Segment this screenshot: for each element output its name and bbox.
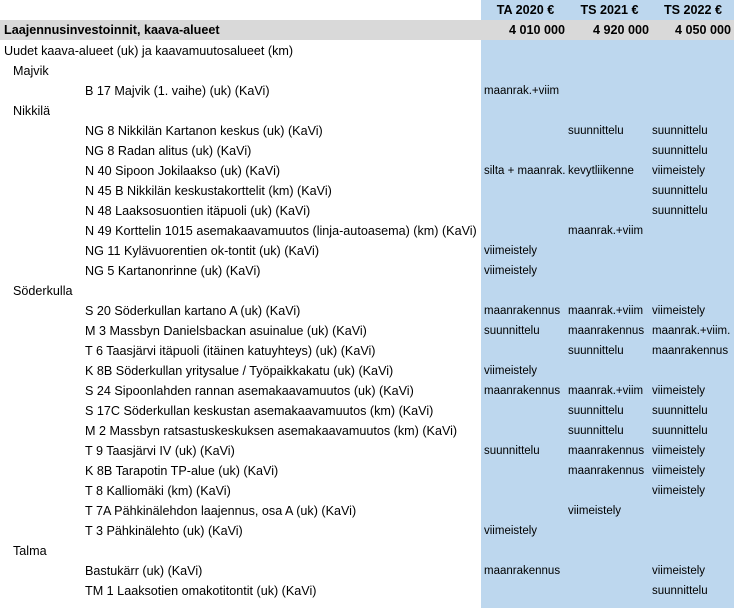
- row-value-2020[interactable]: [484, 141, 567, 161]
- row-value-2021[interactable]: maanrak.+viim: [568, 225, 644, 237]
- group-label-nikkila[interactable]: Nikkilä: [13, 104, 51, 118]
- table-row: [0, 321, 734, 341]
- row-value-2020[interactable]: [484, 501, 567, 521]
- group-label-majvik[interactable]: Majvik: [13, 64, 49, 78]
- row-value-2021[interactable]: [568, 521, 651, 541]
- row-label[interactable]: N 40 Sipoon Jokilaakso (uk) (KaVi): [85, 164, 281, 178]
- row-value-2020[interactable]: [484, 421, 567, 441]
- table-row: [0, 201, 734, 221]
- total-2020[interactable]: 4 010 000: [508, 23, 565, 37]
- row-value-2021[interactable]: suunnittelu: [568, 425, 624, 437]
- row-label[interactable]: T 6 Taasjärvi itäpuoli (itäinen katuyhteys) (uk) (KaVi): [85, 344, 376, 358]
- row-value-2020[interactable]: [484, 581, 567, 601]
- table-row: [0, 341, 734, 361]
- table-row: [0, 461, 734, 481]
- row-value-2020[interactable]: maanrakennus: [484, 385, 561, 397]
- row-value-2022[interactable]: maanrakennus: [652, 345, 729, 357]
- row-label[interactable]: NG 11 Kylävuorentien ok-tontit (uk) (KaVi): [85, 244, 320, 258]
- title-label[interactable]: Laajennusinvestoinnit, kaava-alueet: [4, 23, 220, 37]
- row-label[interactable]: K 8B Tarapotin TP-alue (uk) (KaVi): [85, 464, 279, 478]
- row-value-2021[interactable]: maanrakennus: [568, 465, 645, 477]
- row-value-2021[interactable]: [568, 81, 651, 101]
- row-label[interactable]: S 20 Söderkullan kartano A (uk) (KaVi): [85, 304, 301, 318]
- table-row: [0, 521, 734, 541]
- row-value-2022[interactable]: suunnittelu: [652, 205, 708, 217]
- row-value-2020[interactable]: viimeistely: [484, 525, 538, 537]
- row-value-2021[interactable]: suunnittelu: [568, 405, 624, 417]
- row-value-2022[interactable]: [652, 221, 734, 241]
- row-label[interactable]: TM 1 Laaksotien omakotitontit (uk) (KaVi): [85, 584, 317, 598]
- row-value-2022[interactable]: suunnittelu: [652, 425, 708, 437]
- total-2021[interactable]: 4 920 000: [592, 23, 649, 37]
- row-value-2021[interactable]: [568, 481, 651, 501]
- table-row: [0, 161, 734, 181]
- row-label[interactable]: NG 5 Kartanonrinne (uk) (KaVi): [85, 264, 261, 278]
- table-row: [0, 581, 734, 601]
- row-value-2021[interactable]: suunnittelu: [568, 345, 624, 357]
- row-label[interactable]: N 45 B Nikkilän keskustakorttelit (km) (KaVi): [85, 184, 332, 198]
- row-value-2022[interactable]: [652, 241, 734, 261]
- row-value-2020[interactable]: viimeistely: [484, 245, 538, 257]
- table-row: [0, 221, 734, 241]
- row-value-2020[interactable]: viimeistely: [484, 265, 538, 277]
- row-value-2020[interactable]: [484, 481, 567, 501]
- row-label[interactable]: T 3 Pähkinälehto (uk) (KaVi): [85, 524, 243, 538]
- row-value-2022[interactable]: [652, 261, 734, 281]
- header-row: [0, 0, 734, 20]
- row-value-2022[interactable]: viimeistely: [652, 465, 706, 477]
- row-value-2020[interactable]: maanrakennus: [484, 565, 561, 577]
- row-label[interactable]: B 17 Majvik (1. vaihe) (uk) (KaVi): [85, 84, 270, 98]
- row-value-2020[interactable]: [484, 461, 567, 481]
- row-value-2020[interactable]: [484, 121, 567, 141]
- row-value-2022[interactable]: viimeistely: [652, 385, 706, 397]
- row-value-2021[interactable]: suunnittelu: [568, 125, 624, 137]
- row-value-2021[interactable]: kevytliikenne: [568, 165, 634, 177]
- row-value-2022[interactable]: [652, 501, 734, 521]
- row-value-2021[interactable]: maanrak.+viim: [568, 305, 644, 317]
- table-row: [0, 381, 734, 401]
- header-ts-2022[interactable]: TS 2022 €: [663, 3, 723, 17]
- row-value-2020[interactable]: [484, 181, 567, 201]
- row-value-2020[interactable]: suunnittelu: [484, 325, 540, 337]
- row-value-2021[interactable]: [568, 581, 651, 601]
- row-value-2020[interactable]: suunnittelu: [484, 445, 540, 457]
- row-value-2020[interactable]: [484, 201, 567, 221]
- row-label[interactable]: S 17C Söderkullan keskustan asemakaavamuutos (km) (KaVi): [85, 404, 434, 418]
- section-label[interactable]: Uudet kaava-alueet (uk) ja kaavamuutosalueet (km): [4, 44, 294, 58]
- row-value-2022[interactable]: viimeistely: [652, 305, 706, 317]
- group-row-majvik: [0, 61, 734, 81]
- group-label-talma[interactable]: Talma: [13, 544, 47, 558]
- row-value-2021[interactable]: [568, 561, 651, 581]
- row-value-2022[interactable]: viimeistely: [652, 485, 706, 497]
- row-label[interactable]: M 3 Massbyn Danielsbackan asuinalue (uk) (KaVi): [85, 324, 367, 338]
- table-row: [0, 81, 734, 101]
- table-row: [0, 361, 734, 381]
- row-label[interactable]: T 8 Kalliomäki (km) (KaVi): [85, 484, 231, 498]
- row-label[interactable]: S 24 Sipoonlahden rannan asemakaavamuutos (uk) (KaVi): [85, 384, 414, 398]
- row-label[interactable]: T 7A Pähkinälehdon laajennus, osa A (uk) (KaVi): [85, 504, 357, 518]
- row-value-2022[interactable]: suunnittelu: [652, 145, 708, 157]
- row-value-2022[interactable]: suunnittelu: [652, 125, 708, 137]
- table-row: [0, 561, 734, 581]
- row-value-2022[interactable]: [652, 81, 734, 101]
- row-value-2020[interactable]: maanrakennus: [484, 305, 561, 317]
- table-row: [0, 481, 734, 501]
- row-value-2022[interactable]: viimeistely: [652, 445, 706, 457]
- row-value-2021[interactable]: maanrakennus: [568, 325, 645, 337]
- table-row: [0, 441, 734, 461]
- row-value-2021[interactable]: [568, 181, 651, 201]
- table-row: [0, 261, 734, 281]
- row-value-2021[interactable]: [568, 201, 651, 221]
- row-value-2020[interactable]: [484, 221, 567, 241]
- row-label[interactable]: M 2 Massbyn ratsastuskeskuksen asemakaavamuutos (km) (KaVi): [85, 424, 458, 438]
- title-row: [0, 20, 734, 40]
- row-value-2020[interactable]: viimeistely: [484, 365, 538, 377]
- row-value-2021[interactable]: [568, 141, 651, 161]
- row-label[interactable]: NG 8 Nikkilän Kartanon keskus (uk) (KaVi): [85, 124, 323, 138]
- table-row: [0, 181, 734, 201]
- row-label[interactable]: Bastukärr (uk) (KaVi): [85, 564, 203, 578]
- header-ta-2020[interactable]: TA 2020 €: [496, 3, 555, 17]
- row-label[interactable]: N 49 Korttelin 1015 asemakaavamuutos (linja-autoasema) (km) (KaVi): [85, 224, 477, 238]
- row-value-2021[interactable]: maanrakennus: [568, 445, 645, 457]
- row-value-2020[interactable]: [484, 401, 567, 421]
- row-value-2021[interactable]: viimeistely: [568, 505, 622, 517]
- row-value-2020[interactable]: silta + maanrak.: [484, 165, 566, 177]
- row-value-2022[interactable]: [652, 361, 734, 381]
- group-row-nikkila: [0, 101, 734, 121]
- row-value-2022[interactable]: [652, 521, 734, 541]
- header-ts-2021[interactable]: TS 2021 €: [580, 3, 639, 17]
- table-row: [0, 241, 734, 261]
- row-value-2022[interactable]: suunnittelu: [652, 585, 708, 597]
- table-row: [0, 141, 734, 161]
- row-label[interactable]: NG 8 Radan alitus (uk) (KaVi): [85, 144, 252, 158]
- row-label[interactable]: T 9 Taasjärvi IV (uk) (KaVi): [85, 444, 235, 458]
- group-label-soderkulla[interactable]: Söderkulla: [13, 284, 73, 298]
- section-row: [0, 41, 734, 61]
- row-value-2022[interactable]: suunnittelu: [652, 185, 708, 197]
- table-row: [0, 401, 734, 421]
- row-value-2020[interactable]: [484, 341, 567, 361]
- table-row: [0, 421, 734, 441]
- row-value-2021[interactable]: [568, 361, 651, 381]
- row-value-2022[interactable]: maanrak.+viim.: [652, 325, 731, 337]
- row-value-2020[interactable]: maanrak.+viim: [484, 85, 560, 97]
- row-value-2021[interactable]: [568, 261, 651, 281]
- row-value-2021[interactable]: [568, 241, 651, 261]
- row-value-2021[interactable]: maanrak.+viim: [568, 385, 644, 397]
- table-row: [0, 121, 734, 141]
- row-label[interactable]: N 48 Laaksosuontien itäpuoli (uk) (KaVi): [85, 204, 311, 218]
- table-row: [0, 301, 734, 321]
- row-value-2022[interactable]: viimeistely: [652, 565, 706, 577]
- group-row-talma: [0, 541, 734, 561]
- row-label[interactable]: K 8B Söderkullan yritysalue / Työpaikkakatu (uk) (KaVi): [85, 364, 394, 378]
- total-2022[interactable]: 4 050 000: [674, 23, 731, 37]
- row-value-2022[interactable]: viimeistely: [652, 165, 706, 177]
- row-value-2022[interactable]: suunnittelu: [652, 405, 708, 417]
- table-row: [0, 501, 734, 521]
- group-row-soderkulla: [0, 281, 734, 301]
